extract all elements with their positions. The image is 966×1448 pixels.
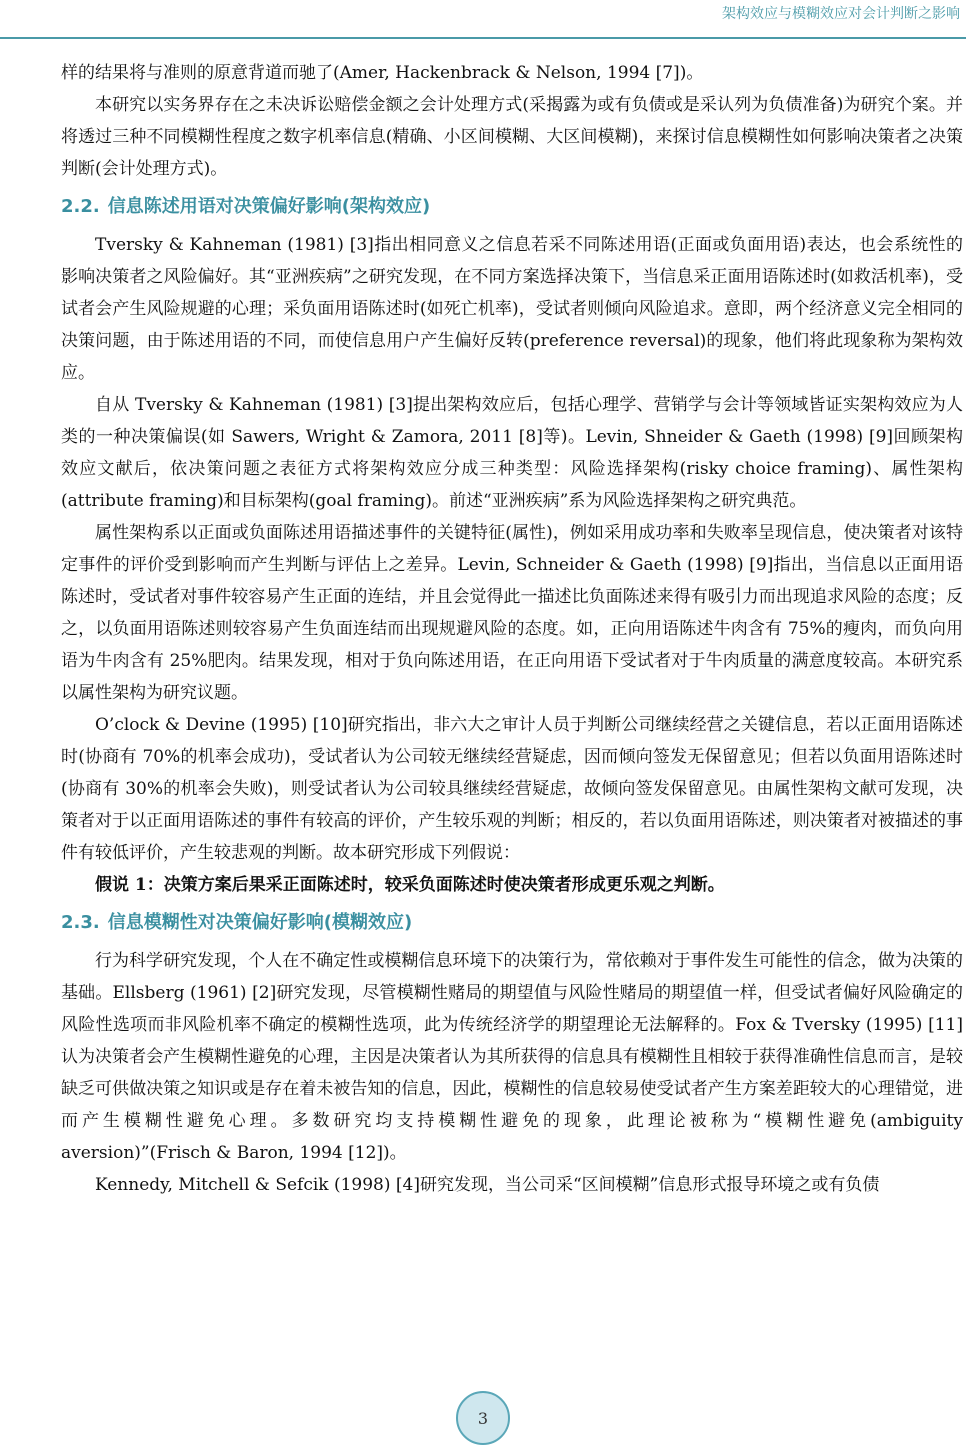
paragraph: 属性架构系以正面或负面陈述用语描述事件的关键特征(属性)，例如采用成功率和失败率呈现信息，使决策者对该特定事件的评价受到影响而产生判断与评估上之差异。Levin, Schneider & Gaeth (1998) [9]指出，当信息以正面用语陈述时，受试者对事件较容易产生正面的连结，并且会觉得此一描述比负面陈述来得有吸引力而出现追求风险的态度；反之，以负面用语陈述则较容易产生负面连结而出现规避风险的态度。如，正向用语陈述牛肉含有 75%的瘦肉，而负向用语为牛肉含有 25%肥肉。结果发现，相对于负向陈述用语，在正向用语下受试者对于牛肉质量的满意度较高。本研究系以属性架构为研究议题。 <box>61 523 963 703</box>
page-number-badge <box>456 1391 510 1445</box>
paragraph: Tversky & Kahneman (1981) [3]指出相同意义之信息若采不同陈述用语(正面或负面用语)表达，也会系统性的影响决策者之风险偏好。其“亚洲疾病”之研究发现，在不同方案选择决策下，当信息采正面用语陈述时(如救活机率)，受试者会产生风险规避的心理；采负面用语陈述时(如死亡机率)，受试者则倾向风险追求。意即，两个经济意义完全相同的决策问题，由于陈述用语的不同，而使信息用户产生偏好反转(preference reversal)的现象，他们将此现象称为架构效应。 <box>61 235 963 383</box>
section-title: 信息陈述用语对决策偏好影响(架构效应) <box>107 196 431 217</box>
page-body <box>61 57 963 1201</box>
page-number: 3 <box>477 1408 489 1428</box>
header-rule <box>0 37 966 39</box>
section-heading-2-3 <box>61 907 963 939</box>
paragraph: 样的结果将与准则的原意背道而驰了(Amer, Hackenbrack & Nelson, 1994 [7])。 <box>61 63 704 83</box>
paragraph: 自从 Tversky & Kahneman (1981) [3]提出架构效应后，包括心理学、营销学与会计等领域皆证实架构效应为人类的一种决策偏误(如 Sawers, Wright & Zamora, 2011 [8]等)。Levin, Shneider & Gaeth (1998) [9]回顾架构效应文献后，依决策问题之表征方式将架构效应分成三种类型：风险选择架构(risky choice framing)、属性架构(attribute framing)和目标架构(goal framing)。前述“亚洲疾病”系为风险选择架构之研究典范。 <box>61 395 963 511</box>
paragraph: 本研究以实务界存在之未决诉讼赔偿金额之会计处理方式(采揭露为或有负债或是采认列为负债准备)为研究个案。并将透过三种不同模糊性程度之数字机率信息(精确、小区间模糊、大区间模糊)，来探讨信息模糊性如何影响决策者之决策判断(会计处理方式)。 <box>61 95 963 179</box>
hypothesis-statement: 假说 1：决策方案后果采正面陈述时，较采负面陈述时使决策者形成更乐观之判断。 <box>95 875 725 895</box>
section-heading-2-2 <box>61 191 963 223</box>
section-number: 2.3. <box>61 912 100 933</box>
running-head-title: 架构效应与模糊效应对会计判断之影响 <box>722 6 960 22</box>
paragraph: 行为科学研究发现，个人在不确定性或模糊信息环境下的决策行为，常依赖对于事件发生可能性的信念，做为决策的基础。Ellsberg (1961) [2]研究发现，尽管模糊性赌局的期望值与风险性赌局的期望值一样，但受试者偏好风险确定的风险性选项而非风险机率不确定的模糊性选项，此为传统经济学的期望理论无法解释的。Fox & Tversky (1995) [11]认为决策者会产生模糊性避免的心理，主因是决策者认为其所获得的信息具有模糊性且相较于获得准确性信息而言，是较缺乏可供做决策之知识或是存在着未被告知的信息，因此，模糊性的信息较易使受试者产生方案差距较大的心理错觉，进而产生模糊性避免心理。多数研究均支持模糊性避免的现象，此理论被称为“模糊性避免(ambiguity aversion)”(Frisch & Baron, 1994 [12])。 <box>61 951 963 1163</box>
section-title: 信息模糊性对决策偏好影响(模糊效应) <box>107 912 413 933</box>
paragraph: O’clock & Devine (1995) [10]研究指出，非六大之审计人员于判断公司继续经营之关键信息，若以正面用语陈述时(协商有 70%的机率会成功)，受试者认为公司较无继续经营疑虑，因而倾向签发无保留意见；但若以负面用语陈述时(协商有 30%的机率会失败)，则受试者认为公司较具继续经营疑虑，故倾向签发保留意见。由属性架构文献可发现，决策者对于以正面用语陈述的事件有较高的评价，产生较乐观的判断；相反的，若以负面用语陈述，则决策者对被描述的事件有较低评价，产生较悲观的判断。故本研究形成下列假说： <box>61 715 963 863</box>
paragraph: Kennedy, Mitchell & Sefcik (1998) [4]研究发现，当公司采“区间模糊”信息形式报导环境之或有负债 <box>95 1175 880 1195</box>
section-number: 2.2. <box>61 196 100 217</box>
